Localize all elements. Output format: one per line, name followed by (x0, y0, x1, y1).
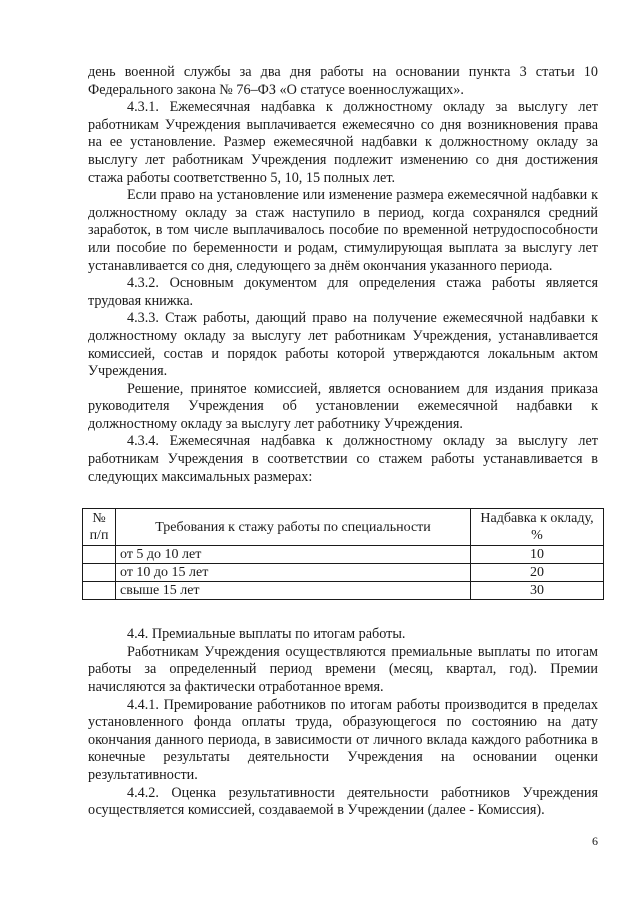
row-value-cell: 10 (471, 546, 604, 564)
paragraph-4-3-2: 4.3.2. Основным документом для определения стажа работы является трудовая книжка. (88, 275, 598, 309)
row-number-cell (83, 546, 116, 564)
paragraph-4-3-1: 4.3.1. Ежемесячная надбавка к должностному окладу за выслугу лет работникам Учреждения выплачивается ежемесячно со дня возникновения права на ее установление. Размер ежемесячной надбавки к должностному окладу за выслугу лет работникам Учреждения подлежит изменению со дня достижения стажа работы соответственно 5, 10, 15 полных лет. (88, 99, 598, 186)
header-requirement: Требования к стажу работы по специальности (116, 509, 471, 546)
seniority-bonus-table (82, 508, 604, 600)
paragraph-continuation: день военной службы за два дня работы на основании пункта 3 статьи 10 Федерального закона № 76–ФЗ «О статусе военнослужащих». (88, 64, 598, 98)
paragraph-right-change: Если право на установление или изменение размера ежемесячной надбавки к должностному окладу за стаж наступило в период, когда сохранялся средний заработок, в том числе выплачивалось пособие по временной нетрудоспособности или пособие по беременности и родам, стимулирующая выплата за выслугу лет устанавливается со дня, следующего за днём окончания указанного периода. (88, 187, 598, 274)
row-range-cell: свыше 15 лет (116, 582, 471, 600)
table-header-row (83, 509, 604, 546)
paragraph-4-4-1: 4.4.1. Премирование работников по итогам работы производится в пределах установленного фонда оплаты труда, образующегося по состоянию на дату окончания данного периода, в зависимости от личного вклада каждого работника в конечные результаты деятельности Учреждения на основании оценки результативности. (88, 696, 598, 783)
row-range-cell: от 5 до 10 лет (116, 546, 471, 564)
document-body (88, 64, 598, 820)
paragraph-commission-decision: Решение, принятое комиссией, является основанием для издания приказа руководителя Учреждения об установлении ежемесячной надбавки к должностному окладу за выслугу лет работнику Учреждения. (88, 380, 598, 432)
table-row (83, 546, 604, 564)
section-4-4-heading: 4.4. Премиальные выплаты по итогам работы. (127, 626, 406, 643)
row-value-cell: 30 (471, 582, 604, 600)
table-row (83, 582, 604, 600)
paragraph-4-3-4: 4.3.4. Ежемесячная надбавка к должностному окладу за выслугу лет работникам Учреждения в соответствии со стажем работы устанавливается в следующих максимальных размерах: (88, 433, 598, 485)
paragraph-bonus-payments: Работникам Учреждения осуществляются премиальные выплаты по итогам работы за определенный период времени (месяц, квартал, год). Премии начисляются за фактически отработанное время. (88, 643, 598, 696)
header-bonus-percent: Надбавка к окладу, % (471, 509, 604, 546)
header-number: № п/п (83, 509, 116, 546)
row-number-cell (83, 564, 116, 582)
row-number-cell (83, 582, 116, 600)
table-row (83, 564, 604, 582)
row-value-cell: 20 (471, 564, 604, 582)
paragraph-4-4-2: 4.4.2. Оценка результативности деятельности работников Учреждения осуществляется комиссией, создаваемой в Учреждении (далее - Комиссия). (88, 784, 598, 819)
paragraph-4-3-3: 4.3.3. Стаж работы, дающий право на получение ежемесячной надбавки к должностному окладу за выслугу лет работникам Учреждения, устанавливается комиссией, состав и порядок работы которой утверждаются локальным актом Учреждения. (88, 310, 598, 380)
page-number: 6 (592, 834, 598, 848)
row-range-cell: от 10 до 15 лет (116, 564, 471, 582)
